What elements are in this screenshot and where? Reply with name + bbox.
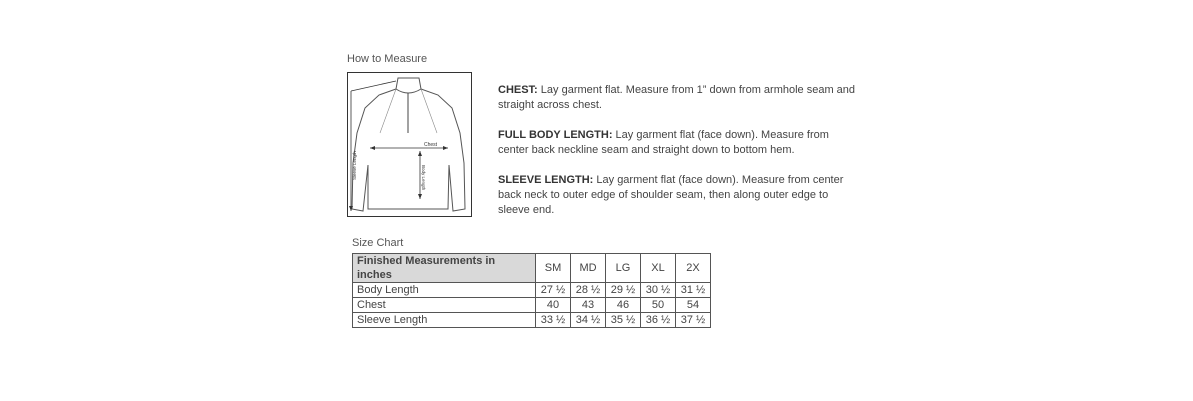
size-chart-title: Size Chart [352,237,404,249]
size-chart-header-row [353,254,711,283]
size-chart-table [352,253,711,328]
table-cell: 34 ½ [571,313,606,328]
garment-measurement-diagram [347,72,472,217]
header-cell: LG [606,254,641,283]
header-cell: SM [536,254,571,283]
body-length-diagram-label: Body Length [421,165,426,191]
header-cell: MD [571,254,606,283]
table-row [353,283,711,298]
table-cell: 30 ½ [641,283,676,298]
table-row [353,298,711,313]
table-cell: 54 [676,298,711,313]
table-cell: 31 ½ [676,283,711,298]
table-cell: 33 ½ [536,313,571,328]
chest-diagram-label: Chest [424,142,438,148]
table-cell: 29 ½ [606,283,641,298]
how-to-measure-title: How to Measure [347,53,428,65]
table-cell: 27 ½ [536,283,571,298]
table-cell: 40 [536,298,571,313]
header-cell: XL [641,254,676,283]
row-label: Chest [353,298,536,313]
body-length-instruction: FULL BODY LENGTH: Lay garment flat (face down). Measure from center back neckline seam and straight down to bottom hem. [498,129,829,156]
header-cell: Finished Measurements in inches [353,254,536,283]
measurement-instructions [498,83,858,233]
jacket-illustration [348,73,470,215]
table-cell: 43 [571,298,606,313]
header-cell: 2X [676,254,711,283]
table-row [353,313,711,328]
table-cell: 36 ½ [641,313,676,328]
row-label: Body Length [353,283,536,298]
table-cell: 35 ½ [606,313,641,328]
table-cell: 28 ½ [571,283,606,298]
row-label: Sleeve Length [353,313,536,328]
chest-instruction: CHEST: Lay garment flat. Measure from 1” down from armhole seam and straight across chest. [498,84,856,111]
table-cell: 37 ½ [676,313,711,328]
sleeve-length-instruction: SLEEVE LENGTH: Lay garment flat (face down). Measure from center back neck to outer edge of shoulder seam, then along outer edge to sleeve end. [498,174,844,216]
sleeve-length-diagram-label: Sleeve Length [352,151,357,180]
table-cell: 46 [606,298,641,313]
table-cell: 50 [641,298,676,313]
